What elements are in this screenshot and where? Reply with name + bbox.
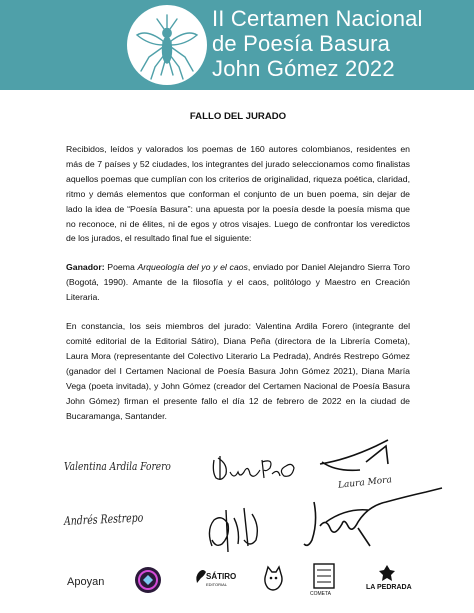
signature-valentina — [64, 458, 199, 482]
la-pedrada-logo-icon — [366, 564, 410, 596]
signature-john-gomez — [298, 488, 448, 561]
signature-andres-text: Andrés Restrepo — [63, 510, 144, 528]
satiro-name: SÁTIRO — [206, 572, 237, 581]
ganador-post: , enviado por Daniel Alejandro Sierra Toro (Bogotá, 1990). Amante de la filosofía y el caos, politólogo y Maestro en Creación Literaria. — [66, 262, 411, 303]
signature-andres — [64, 512, 164, 534]
ganador-label: Ganador: — [66, 262, 105, 273]
banner-title — [212, 6, 472, 81]
header-banner — [0, 0, 474, 90]
paragraph-intro: Recibidos, leídos y valorados los poemas de 160 autores colombianos, residentes en más de 7 países y 52 ciudades, los integrantes del jurado seleccionamos como finalistas aquellos poemas que cumplían con los criterios de originalidad, riqueza poética, claridad, ritmo y demás elementos que conforman el conjunto de un buen poema, sin dejar de lado la idea de “Poesía Basura”: una apuesta por la poesía desde la poesía misma que no reconoce, ni de élites, ni de egos y otros visajes. Luego de confrontar los veredictos de los jurados, el resultado final fue el siguiente: — [66, 144, 410, 244]
cometa-logo-icon — [308, 562, 340, 598]
document-body — [66, 111, 410, 423]
satiro-logo-icon — [194, 564, 237, 598]
cat-logo-icon — [260, 564, 286, 599]
cometa-name: COMETA — [310, 591, 332, 597]
title-line-3: John Gómez 2022 — [212, 56, 395, 81]
signature-diana-pena — [208, 450, 308, 493]
title-line-2: de Poesía Basura — [212, 31, 391, 56]
paragraph-constancia: En constancia, los seis miembros del jurado: Valentina Ardila Forero (integrante del comité editorial de la Editorial Sátiro), Diana Peña (directora de la Librería Cometa), Laura Mora (representante del Colectivo Literario La Pedrada), Andrés Restrepo Gómez (ganador del I Certamen Nacional de Poesía Basura John Gómez 2021), Diana María Vega (poeta invitada), y John Gómez (creador del Certamen Nacional de Poesía Basura John Gómez) firman el presente fallo el día 12 de febrero de 2022 en la ciudad de Bucaramanga, Santander. — [66, 321, 410, 421]
ganador-pre: Poema — [104, 262, 138, 273]
la-pedrada-name: LA PEDRADA — [366, 584, 412, 591]
logo-badge — [127, 5, 207, 85]
document-heading: FALLO DEL JURADO — [189, 111, 287, 122]
title-line-1: II Certamen Nacional — [212, 6, 423, 31]
signature-valentina-text: Valentina Ardila Forero — [64, 460, 171, 473]
satiro-subtitle: EDITORIAL — [206, 582, 228, 587]
sponsors-label: Apoyan — [67, 576, 105, 588]
editorial-logo-icon — [134, 566, 162, 599]
signature-laura-text: Laura Mora — [337, 475, 393, 491]
signature-diana-vega — [204, 500, 274, 561]
paragraph-ganador — [66, 260, 410, 305]
mosquito-icon — [127, 5, 207, 85]
poem-title: Arqueología del yo y el caos — [137, 262, 248, 273]
sponsors-bar — [0, 560, 474, 610]
